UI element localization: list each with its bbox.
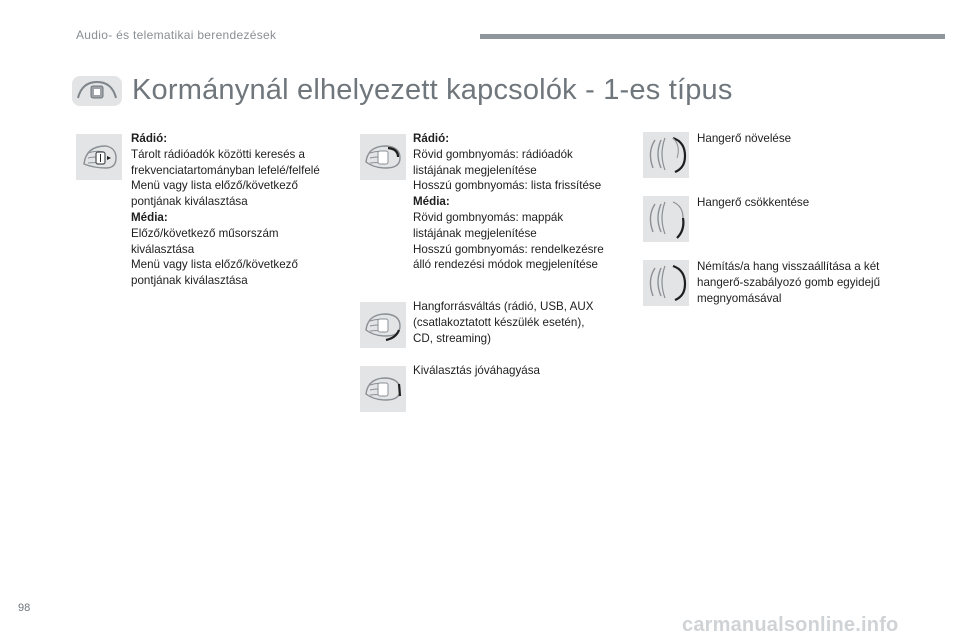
- col1-line: Előző/következő műsorszám: [131, 226, 279, 240]
- col1-line: Menü vagy lista előző/következő: [131, 179, 298, 193]
- steering-control-title-icon: [72, 76, 122, 106]
- header-rule: [480, 34, 945, 39]
- col2-block1-line: Rövid gombnyomás: mappák: [413, 210, 564, 224]
- watermark: carmanualsonline.info: [682, 614, 899, 636]
- col2-block3-line: Kiválasztás jóváhagyása: [413, 364, 540, 377]
- col2-block2: [413, 299, 593, 346]
- col2-block1-line: listájának megjelenítése: [413, 226, 537, 240]
- col3-block1-line: Hangerő növelése: [697, 132, 792, 145]
- col1-line: Rádió:: [131, 132, 168, 145]
- header-section-label: Audio- és telematikai berendezések: [76, 28, 277, 42]
- col1-line: Tárolt rádióadók közötti keresés a: [131, 147, 305, 161]
- col3-block1: [697, 131, 791, 147]
- thumb-list-control: [360, 134, 406, 180]
- col2-block1-line: Hosszú gombnyomás: lista frissítése: [413, 179, 602, 193]
- thumb-volume-up-control: [643, 132, 689, 178]
- col2-block1-line: Rádió:: [413, 132, 450, 145]
- col3-block3-line: megnyomásával: [697, 291, 782, 305]
- thumb-confirm-control: [360, 366, 406, 412]
- thumb-volume-down-control: [643, 196, 689, 242]
- col2-block2-line: CD, streaming): [413, 331, 491, 345]
- col1-text: [131, 131, 320, 289]
- col2-block3: [413, 363, 540, 379]
- col2-block2-line: Hangforrásváltás (rádió, USB, AUX: [413, 300, 594, 313]
- col1-line: Média:: [131, 210, 168, 224]
- page-number: 98: [18, 602, 31, 614]
- col1-line: pontjának kiválasztása: [131, 195, 248, 209]
- col2-block1: [413, 131, 604, 273]
- col3-block3-line: Némítás/a hang visszaállítása a két: [697, 260, 880, 273]
- thumb-source-control: [360, 302, 406, 348]
- col2-block1-line: listájának megjelenítése: [413, 163, 537, 177]
- col1-line: pontjának kiválasztása: [131, 274, 248, 288]
- thumb-mute-control: [643, 260, 689, 306]
- col1-line: Menü vagy lista előző/következő: [131, 258, 298, 272]
- col1-line: kiválasztása: [131, 242, 195, 256]
- col2-block1-line: álló rendezési módok megjelenítése: [413, 258, 598, 272]
- col2-block1-line: Média:: [413, 195, 450, 209]
- col3-block2-line: Hangerő csökkentése: [697, 196, 810, 209]
- col3-block2: [697, 195, 809, 211]
- col3-block3-line: hangerő-szabályozó gomb egyidejű: [697, 275, 881, 289]
- col3-block3: [697, 259, 880, 306]
- col2-block2-line: (csatlakoztatott készülék esetén),: [413, 315, 585, 329]
- col1-line: frekvenciatartományban lefelé/felfelé: [131, 163, 320, 177]
- col2-block1-line: Hosszú gombnyomás: rendelkezésre: [413, 242, 604, 256]
- thumb-seek-control: [76, 134, 122, 180]
- page-title: Kormánynál elhelyezett kapcsolók - 1-es típus: [132, 74, 733, 106]
- col2-block1-line: Rövid gombnyomás: rádióadók: [413, 147, 573, 161]
